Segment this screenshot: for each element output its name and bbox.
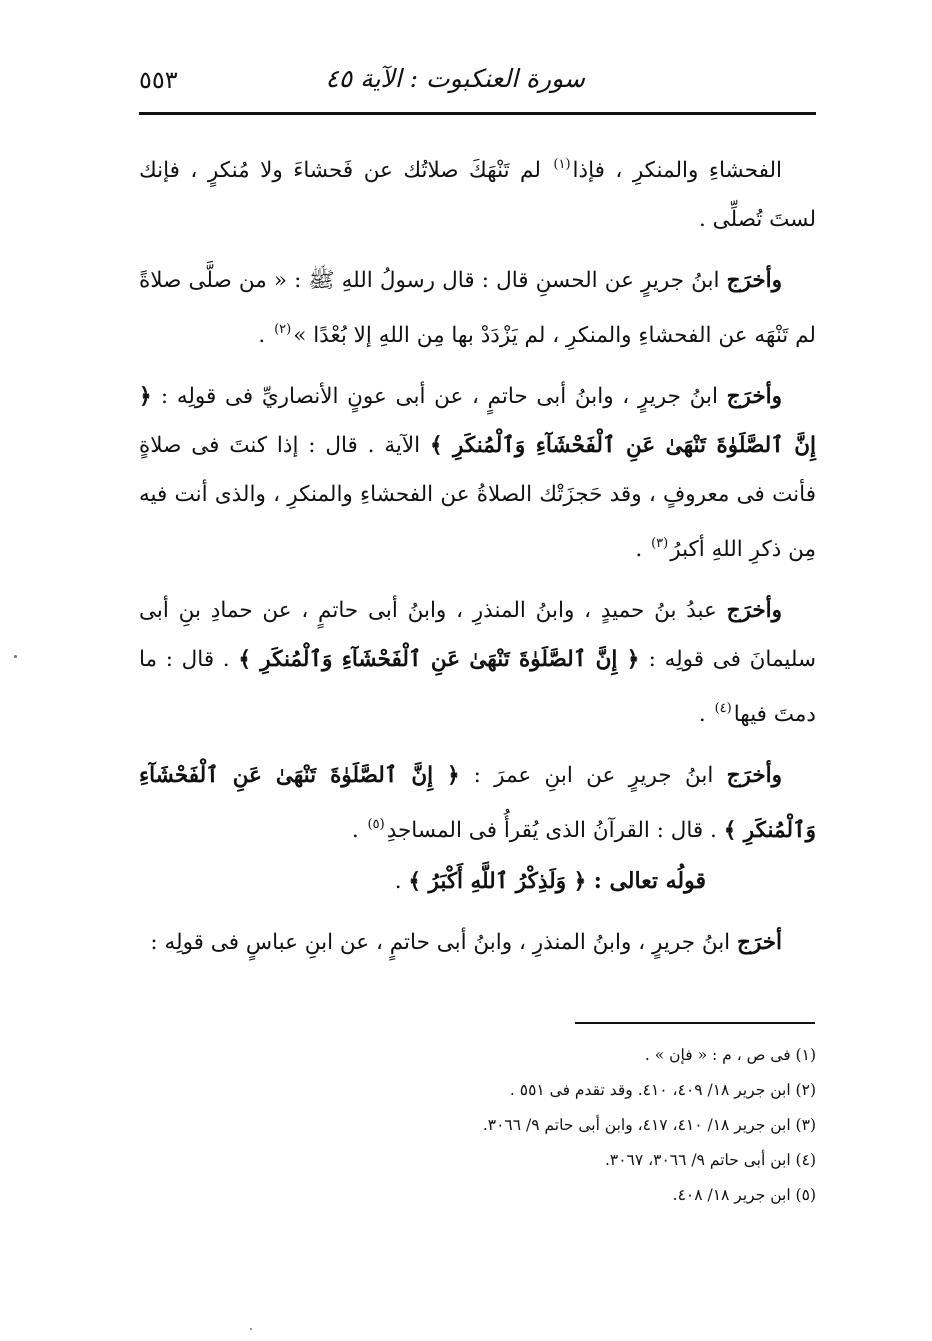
paragraph-lead: وأخرَج	[726, 763, 782, 788]
paragraph-3	[139, 372, 816, 574]
paragraph-text: .	[698, 702, 713, 727]
paragraph-lead: وأخرَج	[726, 268, 782, 293]
paragraph-text: عبدُ بنُ حميدٍ ، وابنُ المنذرِ ، وابنُ أبى حاتمٍ ، عن حمادِ بنِ أبى سليمانَ فى قولِه :	[139, 598, 817, 672]
paragraph-text: ابنُ جريرٍ عن ابنِ عمرَ :	[473, 763, 727, 788]
paragraph-text: الفحشاءِ والمنكرِ ، فإذا	[572, 158, 782, 183]
verse-heading	[139, 857, 816, 906]
footnote-ref-5[interactable]: (٥)	[367, 817, 385, 832]
paragraph-4	[139, 586, 816, 739]
paragraph-text: .	[635, 537, 650, 562]
quran-verse: ﴿ وَلَذِكْرُ ٱللَّهِ أَكْبَرُ ﴾	[408, 869, 594, 894]
running-header	[139, 58, 815, 110]
paragraph-text: ابنُ جريرٍ ، وابنُ المنذرِ ، وابنُ أبى حاتمٍ ، عن ابنِ عباسٍ فى قولِه :	[150, 930, 737, 955]
page-number: ٥٥٣	[139, 66, 178, 94]
paragraph-text: الآية . قال : إذا كنتَ فى صلاةٍ فأنت فى معروفٍ ، وقد حَجزَتْك الصلاةُ عن الفحشاءِ والمنكرِ ، والذى أنت فيه مِن ذكرِ اللهِ أكبرُ	[139, 433, 816, 562]
paragraph-text: ابنُ جريرٍ ، وابنُ أبى حاتمٍ ، عن أبى عونٍ الأنصاريِّ فى قولِه :	[160, 384, 727, 409]
quran-verse: ﴿ إِنَّ ٱلصَّلَوٰةَ تَنْهَىٰ عَنِ ٱلْفَحْشَآءِ وَٱلْمُنكَرِ ﴾	[238, 647, 649, 672]
footnotes	[139, 1038, 816, 1213]
quran-verse: ﴿ إِنَّ ٱلصَّلَوٰةَ تَنْهَىٰ عَنِ ٱلْفَحْشَآءِ وَٱلْمُنكَرِ ﴾	[139, 384, 816, 458]
paragraph-text: لم تَنْهَكَ صلاتُك عن فَحشاءَ ولا مُنكرٍ ، فإنك لستَ تُصلِّى .	[139, 158, 816, 232]
paragraph-5	[139, 751, 816, 855]
scan-speck	[250, 1328, 252, 1330]
paragraph-text: .	[258, 323, 273, 348]
paragraph-2	[139, 256, 816, 360]
scan-speck	[14, 655, 17, 658]
header-rule	[139, 112, 816, 115]
paragraph-text: .	[394, 869, 409, 894]
footnote-ref-4[interactable]: (٤)	[714, 701, 732, 716]
paragraph-1	[139, 140, 816, 244]
footnote-ref-2[interactable]: (٢)	[274, 322, 292, 337]
paragraph-text: . قال : ما دمتَ فيها	[139, 647, 816, 727]
paragraph-text: .	[351, 818, 366, 843]
footnote-3: (٣) ابن جرير ١٨/ ٤١٠، ٤١٧، وابن أبى حاتم ٩/ ٣٠٦٦.	[482, 1116, 816, 1134]
header-title: سورة العنكبوت : الآية ٤٥	[325, 64, 585, 93]
paragraph-lead: وأخرَج	[726, 384, 782, 409]
main-text	[139, 140, 816, 979]
quran-verse: ﴿ إِنَّ ٱلصَّلَوٰةَ تَنْهَىٰ عَنِ ٱلْفَحْشَآءِ وَٱلْمُنكَرِ ﴾	[139, 763, 816, 843]
footnote-1: (١) فى ص ، م : « فإن » .	[644, 1046, 816, 1064]
footnote-ref-3[interactable]: (٣)	[651, 536, 669, 551]
paragraph-6	[139, 918, 816, 967]
footnote-2: (٢) ابن جرير ١٨/ ٤٠٩، ٤١٠. وقد تقدم فى ٥٥١ .	[509, 1081, 816, 1099]
footnote-5: (٥) ابن جرير ١٨/ ٤٠٨.	[672, 1186, 816, 1204]
footnote-ref-1[interactable]: (١)	[553, 157, 571, 172]
verse-heading-lead: قولُه تعالى :	[593, 868, 706, 894]
paragraph-lead: وأخرَج	[726, 598, 782, 623]
footnote-4: (٤) ابن أبى حاتم ٩/ ٣٠٦٦، ٣٠٦٧.	[604, 1151, 816, 1169]
footnote-rule	[575, 1022, 815, 1024]
paragraph-lead: أخرَج	[736, 930, 782, 955]
paragraph-text: . قال : القرآنُ الذى يُقرأُ فى المساجدِ	[386, 818, 724, 843]
paragraph-text: ابنُ جريرٍ عن الحسنِ قال : قال رسولُ اللهِ ﷺ : « من صلَّى صلاةً لم تَنْهَه عن الفحشاءِ والمنكرِ ، لم يَزْدَدْ بها مِن اللهِ إلا بُعْدًا »	[139, 268, 816, 348]
